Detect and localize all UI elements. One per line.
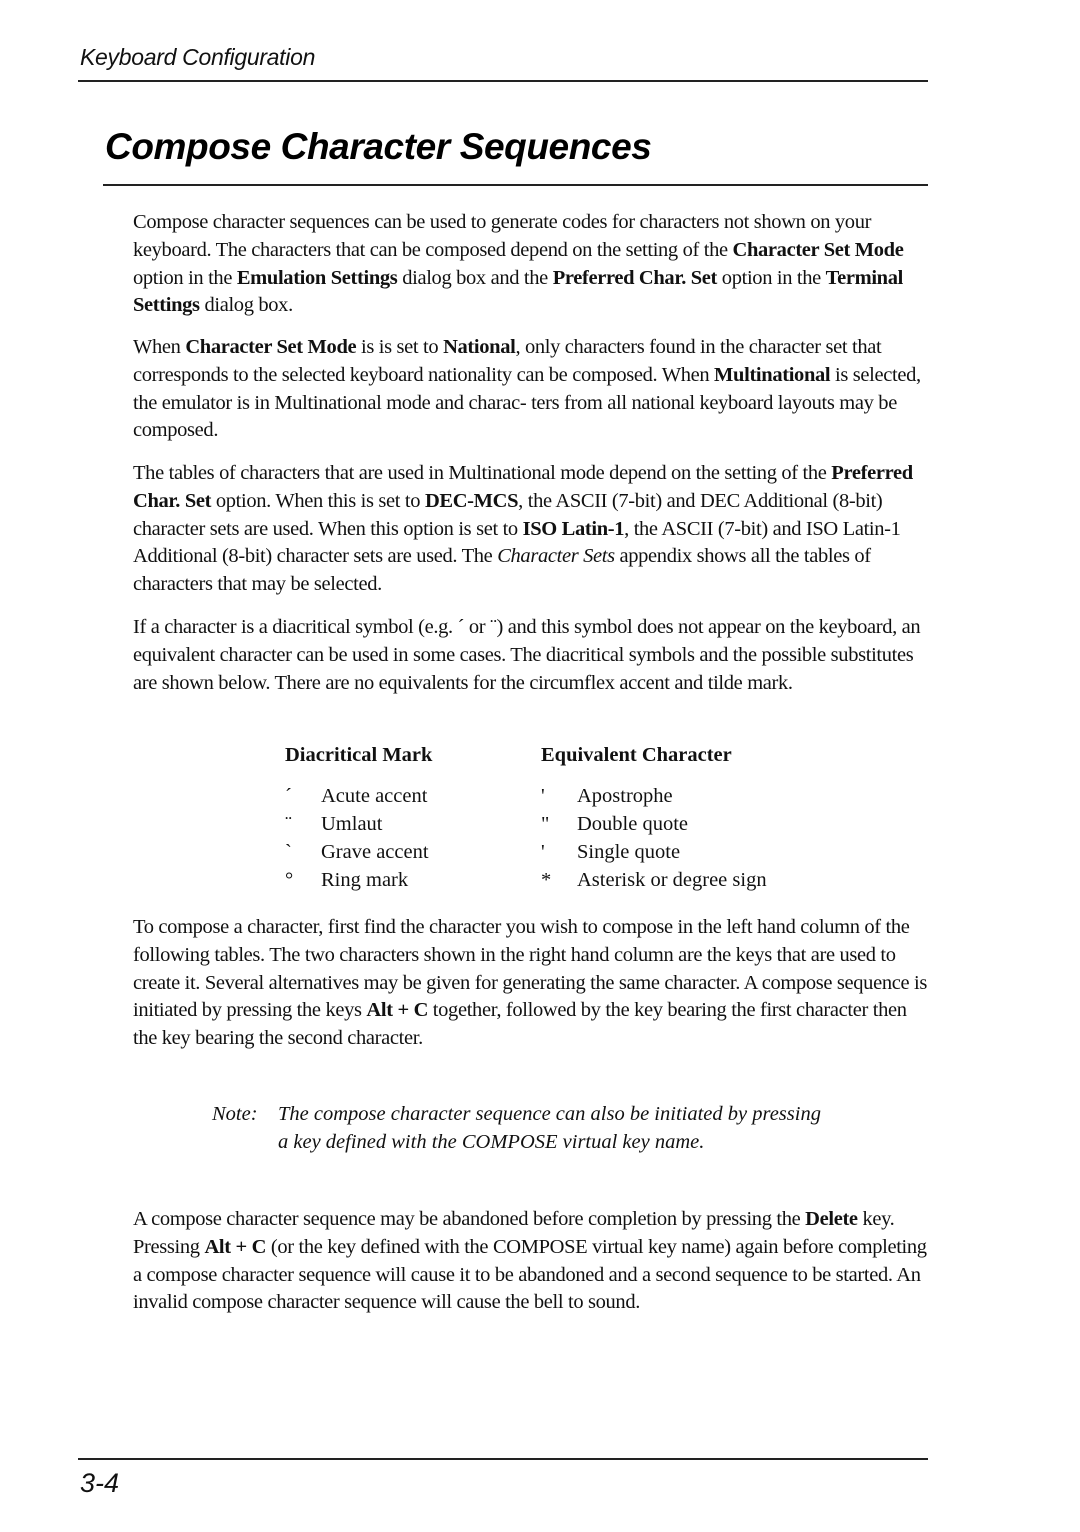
paragraph-diacritical: If a character is a diacritical symbol (e.g. ´ or ¨) and this symbol does not appear on the keyboard, an equivalent character can be used in some cases. The diacritical symbols and the possible substitutes are shown below. There are no equivalents for the circumflex accent and tilde mark. [133, 616, 921, 694]
column-header-equivalent-character: Equivalent Character [541, 744, 732, 766]
bold-term: Character Set Mode [185, 336, 357, 358]
header-rule [78, 80, 928, 82]
equivalent-name: Asterisk or degree sign [577, 869, 767, 891]
bold-term: Delete [805, 1208, 858, 1230]
note-text: The compose character sequence can also be initiated by pressing a key defined with the COMPOSE virtual key name. [278, 1103, 821, 1153]
equivalent-symbol: * [541, 869, 552, 891]
equivalent-name: Single quote [577, 841, 681, 863]
section-title: Compose Character Sequences [105, 126, 652, 167]
diacritical-name: Umlaut [321, 813, 383, 835]
note-block [212, 1100, 832, 1156]
table-row [285, 866, 845, 894]
bold-term: Multinational [714, 363, 831, 386]
diacritical-symbol: ¨ [285, 813, 292, 835]
bold-term: Character Set Mode [732, 238, 904, 261]
bold-term: Emulation Settings [236, 266, 398, 289]
table-row [285, 810, 845, 838]
footer-rule [78, 1458, 928, 1460]
running-head: Keyboard Configuration [80, 44, 316, 70]
table-row [285, 782, 845, 810]
bold-term: Alt + C [366, 999, 429, 1022]
bold-term: National [443, 336, 516, 358]
bold-term: Terminal Settings [133, 266, 903, 317]
diacritical-table [285, 744, 845, 894]
diacritical-symbol: ´ [285, 785, 292, 807]
table-header-row [285, 744, 845, 772]
paragraph-national-mode: When Character Set Mode is is set to National, only characters found in the character set that corresponds to the selected keyboard nationality can be composed. When Multinational is selected, the emulator is in Multinational mode and charac- ters from all national keyboard layouts may be composed. [133, 336, 921, 442]
table-row [285, 838, 845, 866]
bold-term: DEC-MCS [424, 489, 519, 512]
bold-term: Preferred Char. Set [552, 266, 718, 289]
equivalent-symbol: ' [541, 841, 545, 863]
paragraph-multinational-tables: The tables of characters that are used in Multinational mode depend on the setting of the Preferred Char. Set option. When this is set to DEC-MCS, the ASCII (7-bit) and DEC Additional (8-bit) character sets are used. When this option is set to ISO Latin-1, the ASCII (7-bit) and ISO Latin-1 Additional (8-bit) character sets are used. The Character Sets appendix shows all the tables of characters that may be selected. [133, 462, 913, 596]
paragraph-abandon-sequence: A compose character sequence may be abandoned before completion by pressing the Delete key. Pressing Alt + C (or the key defined with the COMPOSE virtual key name) again before completing a compose character sequence will cause it to be abandoned and a second sequence to be started. An invalid compose character sequence will cause the bell to sound. [133, 1208, 927, 1314]
italic-term: Character Sets [497, 545, 615, 568]
equivalent-symbol: ' [541, 785, 545, 807]
bold-term: Alt + C [204, 1235, 267, 1258]
paragraph-intro: Compose character sequences can be used to generate codes for characters not shown on your keyboard. The characters that can be composed depend on the setting of the Character Set Mode option in the Emulation Settings dialog box and the Preferred Char. Set option in the Terminal Settings dialog box. [133, 211, 904, 317]
diacritical-symbol: ` [285, 841, 292, 863]
title-rule [103, 184, 928, 186]
column-header-diacritical-mark: Diacritical Mark [285, 744, 433, 766]
bold-term: Preferred Char. Set [133, 462, 913, 512]
page-number: 3-4 [80, 1468, 120, 1498]
diacritical-symbol: ° [285, 869, 294, 891]
equivalent-symbol: " [541, 813, 550, 835]
diacritical-name: Acute accent [321, 785, 428, 807]
equivalent-name: Double quote [577, 813, 689, 835]
equivalent-name: Apostrophe [577, 785, 673, 807]
bold-term: ISO Latin-1 [522, 517, 625, 540]
note-label: Note: [212, 1103, 258, 1125]
paragraph-how-to-compose: To compose a character, first find the character you wish to compose in the left hand column of the following tables. The two characters shown in the right hand column are the keys that are used to create it. Several alternatives may be given for generating the same character. A compose sequence is initiated by pressing the keys Alt + C together, followed by the key bearing the first character then the key bearing the second character. [133, 916, 927, 1050]
diacritical-name: Grave accent [321, 841, 429, 863]
diacritical-name: Ring mark [321, 869, 409, 891]
